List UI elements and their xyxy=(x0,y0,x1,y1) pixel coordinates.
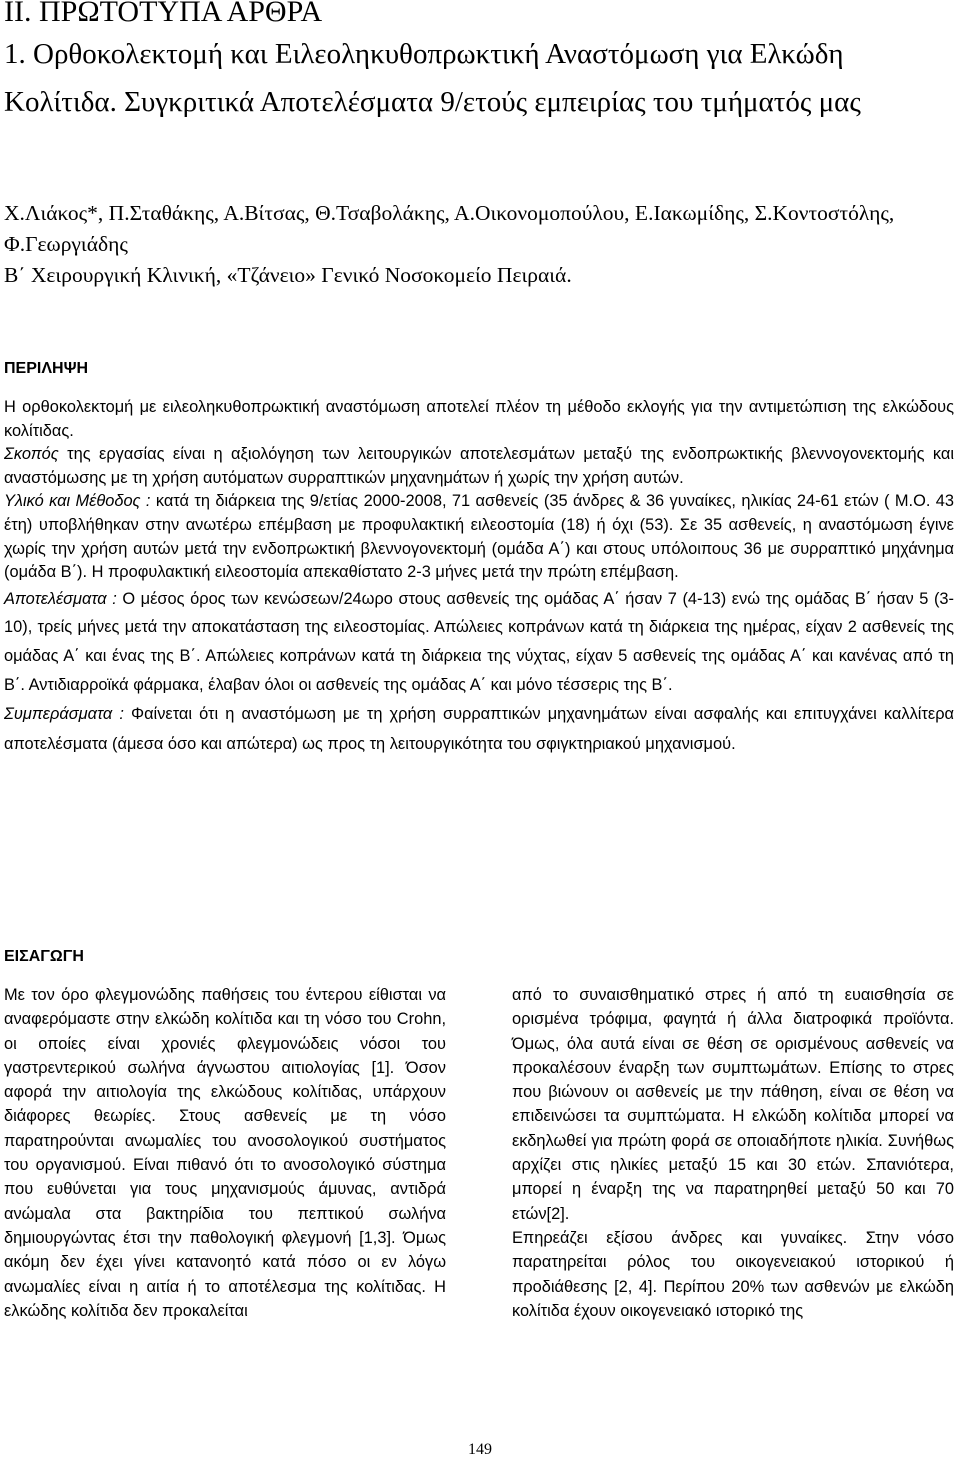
conclusions-text: Φαίνεται ότι η αναστόμωση με τη χρήση συρραπτικών μηχανημάτων είναι ασφαλής και επιτυγχάνει καλλίτερα αποτελέσματα (άμεσα όσο και απώτερα) ως προς τη λειτουργικότητα του σφιγκτηριακού μηχανισμού. xyxy=(4,705,954,754)
conclusions-label: Συμπεράσματα : xyxy=(4,705,124,724)
aim-text: της εργασίας είναι η αξιολόγηση των λειτουργικών αποτελεσμάτων μεταξύ της ενδοπρωκτικής βλεννογονεκτομής και αναστόμωσης με τη χρήση αυτόματων συρραπτικών μηχανημάτων ή χωρίς την χρήση αυτών. xyxy=(4,445,954,487)
abstract-heading: ΠΕΡΙΛΗΨΗ xyxy=(4,360,89,377)
page-number: 149 xyxy=(468,1441,492,1458)
author-block xyxy=(4,198,954,291)
abstract-aim xyxy=(4,443,954,490)
article-title: 1. Ορθοκολεκτομή και Ειλεοληκυθοπρωκτική Αναστόμωση για Ελκώδη Κολίτιδα. Συγκριτικά Αποτελέσματα 9/ετούς εμπειρίας του τμήματός μας xyxy=(4,38,861,118)
abstract-intro: Η ορθοκολεκτομή με ειλεοληκυθοπρωκτική αναστόμωση αποτελεί πλέον τη μέθοδο εκλογής για την αντιμετώπιση της ελκώδους κολίτιδας. xyxy=(4,398,954,440)
introduction-paragraph: Με τον όρο φλεγμονώδης παθήσεις του έντερου είθισται να αναφερόμαστε στην ελκώδη κολίτιδα και τη νόσο του Crohn, οι οποίες είναι χρονιές φλεγμονώδεις νόσοι του γαστρεντερικού σωλήνα άγνωστου αιτιολογίας [1]. Όσον αφορά την αιτιολογία της ελκώδους κολίτιδας, υπάρχουν διάφορες θεωρίες. Στους ασθενείς με τη νόσο παρατηρούνται ανωμαλίες του ανοσολογικού συστήματος του οργανισμού. Είναι πιθανό ότι το ανοσολογικό σύστημα που ευθύνεται για τους μηχανισμούς άμυνας, αντιδρά ανώμαλα στα βακτηρίδια του πεπτικού σωλήνα δημιουργώντας έτσι την παθολογική φλεγμονή [1,3]. Όμως ακόμη δεν έχει γίνει κατανοητό κατά πόσο οι εν λόγω ανωμαλίες είναι η αιτία ή το αποτέλεσμα της κολίτιδας. Η ελκώδης κολίτιδα δεν προκαλείται xyxy=(4,986,446,1320)
results-label: Αποτελέσματα : xyxy=(4,589,117,608)
introduction-paragraph: από το συναισθηματικό στρες ή από τη ευαισθησία σε ορισμένα τρόφιμα, φαγητά ή άλλα διατροφικά προϊόντα. Όμως, όλα αυτά είναι σε θέση σε ορισμένους ασθενείς να προκαλέσουν έναρξη των συμπτωμάτων. Επίσης το στρες που βιώνουν οι ασθενείς με την πάθηση, είναι σε θέση να επιδεινώσει τα συμπτώματα. Η ελκώδη κολίτιδα μπορεί να εκδηλωθεί για πρώτη φορά σε οποιαδήποτε ηλικία. Συνήθως αρχίζει στις ηλικίες μεταξύ 15 και 30 ετών. Σπανιότερα, μπορεί η έναρξη της να παρατηρηθεί μεταξύ 50 και 70 ετών[2]. xyxy=(512,986,954,1223)
methods-text: κατά τη διάρκεια της 9/ετίας 2000-2008, 71 ασθενείς (35 άνδρες & 36 γυναίκες, ηλικίας 24-61 ετών ( Μ.Ο. 43 έτη) υποβλήθηκαν στην ανωτέρω επέμβαση με προφυλακτική ειλεοστομία (18) ή όχι (53). Σε 35 ασθενείς, η αναστόμωση έγινε χωρίς την χρήση αυτών μετά την ενδοπρωκτική βλεννογονεκτομή (ομάδα Α΄) και στους υπόλοιπους 36 με συρραπτικό μηχάνημα (ομάδα Β΄). Η προφυλακτική ειλεοστομία απεκαθίστατο 2-3 μήνες μετά την πρώτη επέμβαση. xyxy=(4,492,954,582)
abstract-conclusions xyxy=(4,699,954,759)
introduction-left-column xyxy=(4,983,446,1323)
results-text: Ο μέσος όρος των κενώσεων/24ωρο στους ασθενείς της ομάδας Α΄ ήσαν 7 (4-13) ενώ της ομάδας Β΄ ήσαν 5 (3-10), τρείς μήνες μετά την αποκατάσταση της ειλεοστομίας. Απώλειες κοπράνων κατά τη διάρκεια της ημέρας, είχαν 2 ασθενείς της ομάδας Α΄ και ένας της Β΄. Απώλειες κοπράνων κατά τη διάρκεια της νύχτας, είχαν 5 ασθενείς της ομάδας Α΄ και κανένας από τη Β΄. Αντιδιαρροϊκά φάρμακα, έλαβαν όλοι οι ασθενείς της ομάδας Α΄ και μόνο τέσσερις της Β΄. xyxy=(4,589,954,694)
introduction-paragraph: Επηρεάζει εξίσου άνδρες και γυναίκες. Στην νόσο παρατηρείται ρόλος του οικογενειακού ιστορικού ή προδιάθεσης [2, 4]. Περίπου 20% των ασθενών με ελκώδη κολίτιδα έχουν οικογενειακό ιστορικό της xyxy=(512,1228,954,1320)
introduction-right-column xyxy=(512,983,954,1323)
abstract-results xyxy=(4,585,954,699)
author-list: Χ.Λιάκος*, Π.Σταθάκης, Α.Βίτσας, Θ.Τσαβολάκης, Α.Οικονομοπούλου, Ε.Ιακωμίδης, Σ.Κοντοστόλης, Φ.Γεωργιάδης xyxy=(4,201,895,256)
abstract xyxy=(4,396,954,759)
methods-label: Υλικό και Μέθοδος : xyxy=(4,492,151,511)
aim-label: Σκοπός xyxy=(4,445,59,464)
section-header: ΙΙ. ΠΡΩΤΟΤΥΠΑ ΑΡΘΡΑ xyxy=(4,0,323,28)
abstract-methods xyxy=(4,490,954,584)
introduction-heading: ΕΙΣΑΓΩΓΗ xyxy=(4,948,84,965)
affiliation: Β΄ Χειρουργική Κλινική, «Τζάνειο» Γενικό Νοσοκομείο Πειραιά. xyxy=(4,263,572,287)
